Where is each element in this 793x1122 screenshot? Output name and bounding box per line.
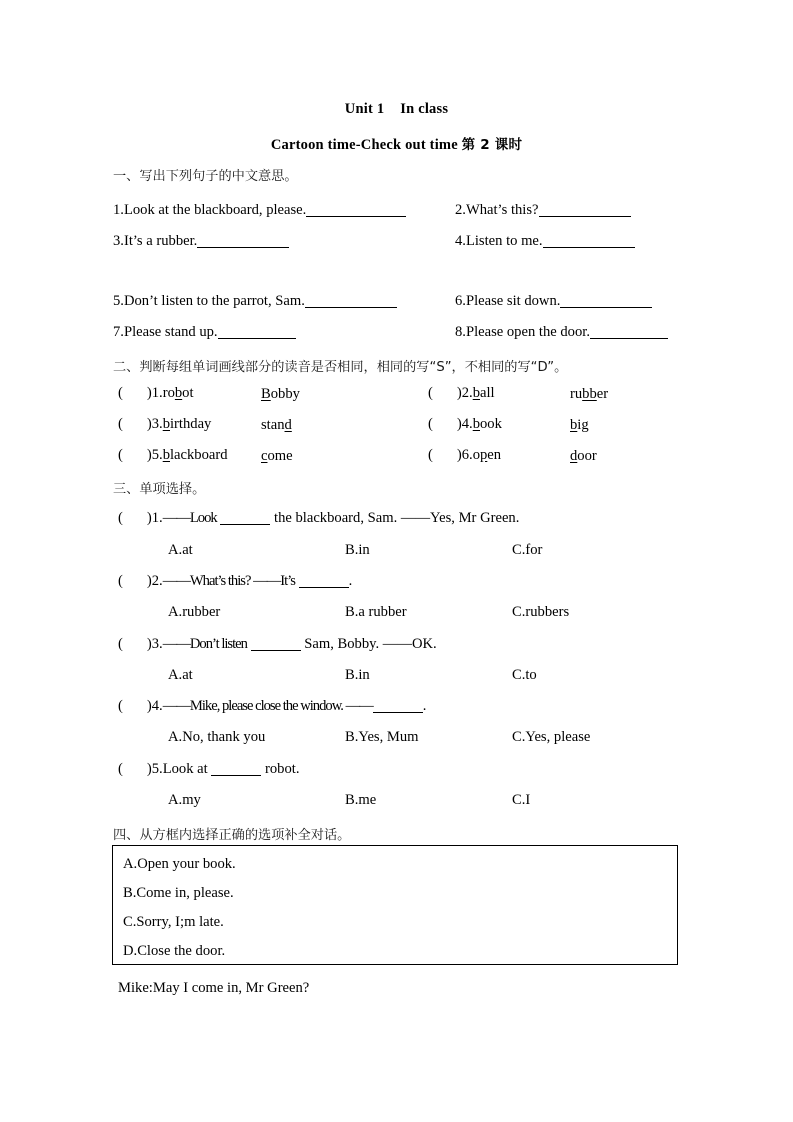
s3-q4-bracket-open: ( [118, 698, 123, 715]
s3-q2-num: 2. [151, 573, 163, 590]
s1-item-1-num: 1. [113, 202, 124, 219]
s2-row-1-bracket-open: ( [118, 385, 123, 401]
s3-q2-bracket[interactable] [118, 574, 152, 589]
dialog-line-mike: Mike:May I come in, Mr Green? [118, 980, 310, 996]
s3-q2-option-a[interactable]: A.rubber [168, 604, 221, 620]
s2-row-4-bracket[interactable] [428, 417, 462, 432]
s3-question-5 [118, 761, 299, 777]
s3-q2-stem-after: . [348, 573, 353, 590]
s3-q2-bracket-open: ( [118, 573, 123, 590]
s1-item-6-num: 6. [455, 293, 466, 310]
s2-row-3-bracket-open: ( [118, 416, 123, 432]
s3-question-1 [118, 510, 519, 526]
s1-item-7-text: Please stand up. [123, 324, 218, 341]
title-unit: Unit 1 [344, 101, 385, 117]
s1-item-2 [455, 202, 631, 218]
s3-q3-bracket[interactable] [118, 637, 152, 652]
s1-item-8-blank[interactable] [590, 324, 668, 339]
page-title [0, 101, 793, 118]
s3-q1-bracket-open: ( [118, 510, 123, 527]
s2-row-2-num: 2. [461, 385, 473, 401]
s1-item-1-blank[interactable] [306, 202, 406, 217]
s1-item-5-num: 5. [113, 293, 124, 310]
s3-q5-option-b[interactable]: B.me [345, 792, 377, 808]
s2-row-5-word1: blackboard [162, 447, 228, 463]
title-topic: In class [400, 101, 449, 117]
s2-row-1-bracket-close: ) [146, 385, 152, 401]
s3-q2-option-b[interactable]: B.a rubber [345, 604, 407, 620]
s2-row-6 [428, 448, 501, 463]
s1-item-2-num: 2. [455, 202, 466, 219]
s3-q1-bracket-close: ) [146, 510, 152, 527]
s1-item-8-text: Please open the door. [465, 324, 590, 341]
s3-q1-stem-after: the blackboard, Sam. ——Yes, Mr Green. [274, 510, 520, 527]
s3-q3-option-b[interactable]: B.in [345, 667, 370, 683]
s3-q2-option-c[interactable]: C.rubbers [512, 604, 570, 620]
s3-q2-blank[interactable] [299, 573, 349, 588]
s2-row-5-word2: come [261, 448, 293, 464]
s2-row-1-word2: Bobby [261, 386, 300, 402]
s2-row-1 [118, 386, 194, 401]
s3-q4-option-a[interactable]: A.No, thank you [168, 729, 266, 745]
s3-q5-bracket-close: ) [146, 761, 152, 778]
s1-item-3-num: 3. [113, 233, 124, 250]
s2-row-1-word1: robot [162, 385, 194, 401]
s3-q3-bracket-close: ) [146, 636, 152, 653]
s2-row-5-bracket-close: ) [146, 447, 152, 463]
s2-row-5-bracket[interactable] [118, 448, 152, 463]
s2-row-2-bracket[interactable] [428, 386, 462, 401]
s1-item-4-text: Listen to me. [465, 233, 543, 250]
s3-q4-blank[interactable] [373, 698, 423, 713]
s2-row-3-bracket-close: ) [146, 416, 152, 432]
s3-q1-blank[interactable] [220, 510, 270, 525]
s3-q3-stem-after: Sam, Bobby. ——OK. [304, 636, 437, 653]
s1-item-1 [113, 202, 406, 218]
section-3-heading: 三、单项选择。 [113, 482, 206, 497]
s3-q4-option-c[interactable]: C.Yes, please [512, 729, 591, 745]
s1-item-6-text: Please sit down. [465, 293, 561, 310]
s2-row-3-word1: birthday [162, 416, 212, 432]
s3-question-4 [118, 698, 426, 714]
s1-item-8-num: 8. [455, 324, 466, 341]
s1-item-5-blank[interactable] [305, 293, 397, 308]
s2-row-4-word1: book [472, 416, 502, 432]
s3-q5-stem-after: robot. [265, 761, 300, 778]
s2-row-6-word2: door [570, 448, 597, 464]
s1-item-7 [113, 324, 296, 340]
s3-q4-bracket[interactable] [118, 699, 152, 714]
s3-q1-stem-before: ——Look [162, 510, 217, 527]
s2-row-6-word1: open [472, 447, 502, 463]
s1-item-7-blank[interactable] [218, 324, 296, 339]
subtitle-english: Cartoon time-Check out time [270, 137, 458, 153]
s3-q4-stem-after: . [422, 698, 427, 715]
s2-row-5-num: 5. [151, 447, 163, 463]
s3-q1-option-b[interactable]: B.in [345, 542, 370, 558]
s3-q4-num: 4. [151, 698, 163, 715]
s3-q1-num: 1. [151, 510, 163, 527]
s2-row-6-bracket-close: ) [456, 447, 462, 463]
s2-row-4-num: 4. [461, 416, 473, 432]
s3-q5-option-a[interactable]: A.my [168, 792, 201, 808]
s2-row-2-word2: rubber [570, 386, 609, 402]
box-option-c[interactable]: C.Sorry, I;m late. [123, 914, 224, 930]
s3-q3-stem-before: ——Don’t listen [162, 636, 247, 653]
s2-row-2-bracket-close: ) [456, 385, 462, 401]
s1-item-2-text: What’s this? [465, 202, 539, 219]
s2-row-3-word2: stand [261, 417, 292, 433]
s2-row-4-bracket-close: ) [456, 416, 462, 432]
s3-q3-option-c[interactable]: C.to [512, 667, 537, 683]
s1-item-5 [113, 293, 397, 309]
s2-row-6-bracket-open: ( [428, 447, 433, 463]
subtitle-chinese: 第 2 课时 [461, 137, 523, 153]
box-option-d[interactable]: D.Close the door. [123, 943, 226, 959]
s3-q5-option-c[interactable]: C.I [512, 792, 531, 808]
s2-row-1-bracket[interactable] [118, 386, 152, 401]
s1-item-4-num: 4. [455, 233, 466, 250]
section-2-heading: 二、判断每组单词画线部分的读音是否相同，相同的写“S”，不相同的写“D”。 [113, 360, 568, 375]
s1-item-2-blank[interactable] [539, 202, 631, 217]
s1-item-4-blank[interactable] [543, 233, 635, 248]
s3-question-3 [118, 636, 437, 652]
s2-row-3 [118, 417, 211, 432]
options-box [112, 845, 678, 965]
s2-row-4-word2: big [570, 417, 589, 433]
s3-q4-bracket-close: ) [146, 698, 152, 715]
s3-q5-bracket[interactable] [118, 762, 152, 777]
s1-item-3-text: It’s a rubber. [123, 233, 198, 250]
box-option-a[interactable]: A.Open your book. [123, 856, 236, 872]
s2-row-2-word1: ball [472, 385, 495, 401]
s2-row-5-bracket-open: ( [118, 447, 123, 463]
s3-q1-bracket[interactable] [118, 511, 152, 526]
s1-item-1-text: Look at the blackboard, please. [123, 202, 307, 219]
s2-row-4 [428, 417, 502, 432]
s3-q4-stem-before: ——Mike, please close the window. —— [162, 698, 373, 715]
s3-q2-bracket-close: ) [146, 573, 152, 590]
s2-row-6-bracket[interactable] [428, 448, 462, 463]
s2-row-2 [428, 386, 495, 401]
s3-q5-stem-before: Look at [162, 761, 208, 778]
s1-item-3 [113, 233, 289, 249]
s3-q1-option-a[interactable]: A.at [168, 542, 193, 558]
s3-q5-bracket-open: ( [118, 761, 123, 778]
s3-q3-blank[interactable] [251, 636, 301, 651]
s3-q2-stem-before: ——What’s this? ——It’s [162, 573, 295, 590]
box-option-b[interactable]: B.Come in, please. [123, 885, 234, 901]
s3-q3-option-a[interactable]: A.at [168, 667, 193, 683]
s1-item-6-blank[interactable] [560, 293, 652, 308]
s3-q3-num: 3. [151, 636, 163, 653]
s3-q5-num: 5. [151, 761, 163, 778]
s3-q5-blank[interactable] [211, 761, 261, 776]
s3-q1-option-c[interactable]: C.for [512, 542, 543, 558]
page-subtitle [0, 133, 793, 154]
s3-question-2 [118, 573, 352, 589]
s2-row-5 [118, 448, 228, 463]
s1-item-5-text: Don’t listen to the parrot, Sam. [123, 293, 305, 310]
s2-row-3-bracket[interactable] [118, 417, 152, 432]
s2-row-4-bracket-open: ( [428, 416, 433, 432]
s2-row-1-num: 1. [151, 385, 163, 401]
section-4-heading: 四、从方框内选择正确的选项补全对话。 [113, 828, 351, 843]
s3-q4-option-b[interactable]: B.Yes, Mum [345, 729, 419, 745]
s1-item-4 [455, 233, 635, 249]
section-1-heading: 一、写出下列句子的中文意思。 [113, 169, 298, 184]
s2-row-2-bracket-open: ( [428, 385, 433, 401]
s2-row-6-num: 6. [461, 447, 473, 463]
s1-item-8 [455, 324, 668, 340]
s3-q3-bracket-open: ( [118, 636, 123, 653]
s2-row-3-num: 3. [151, 416, 163, 432]
s1-item-7-num: 7. [113, 324, 124, 341]
s1-item-3-blank[interactable] [197, 233, 289, 248]
s1-item-6 [455, 293, 652, 309]
